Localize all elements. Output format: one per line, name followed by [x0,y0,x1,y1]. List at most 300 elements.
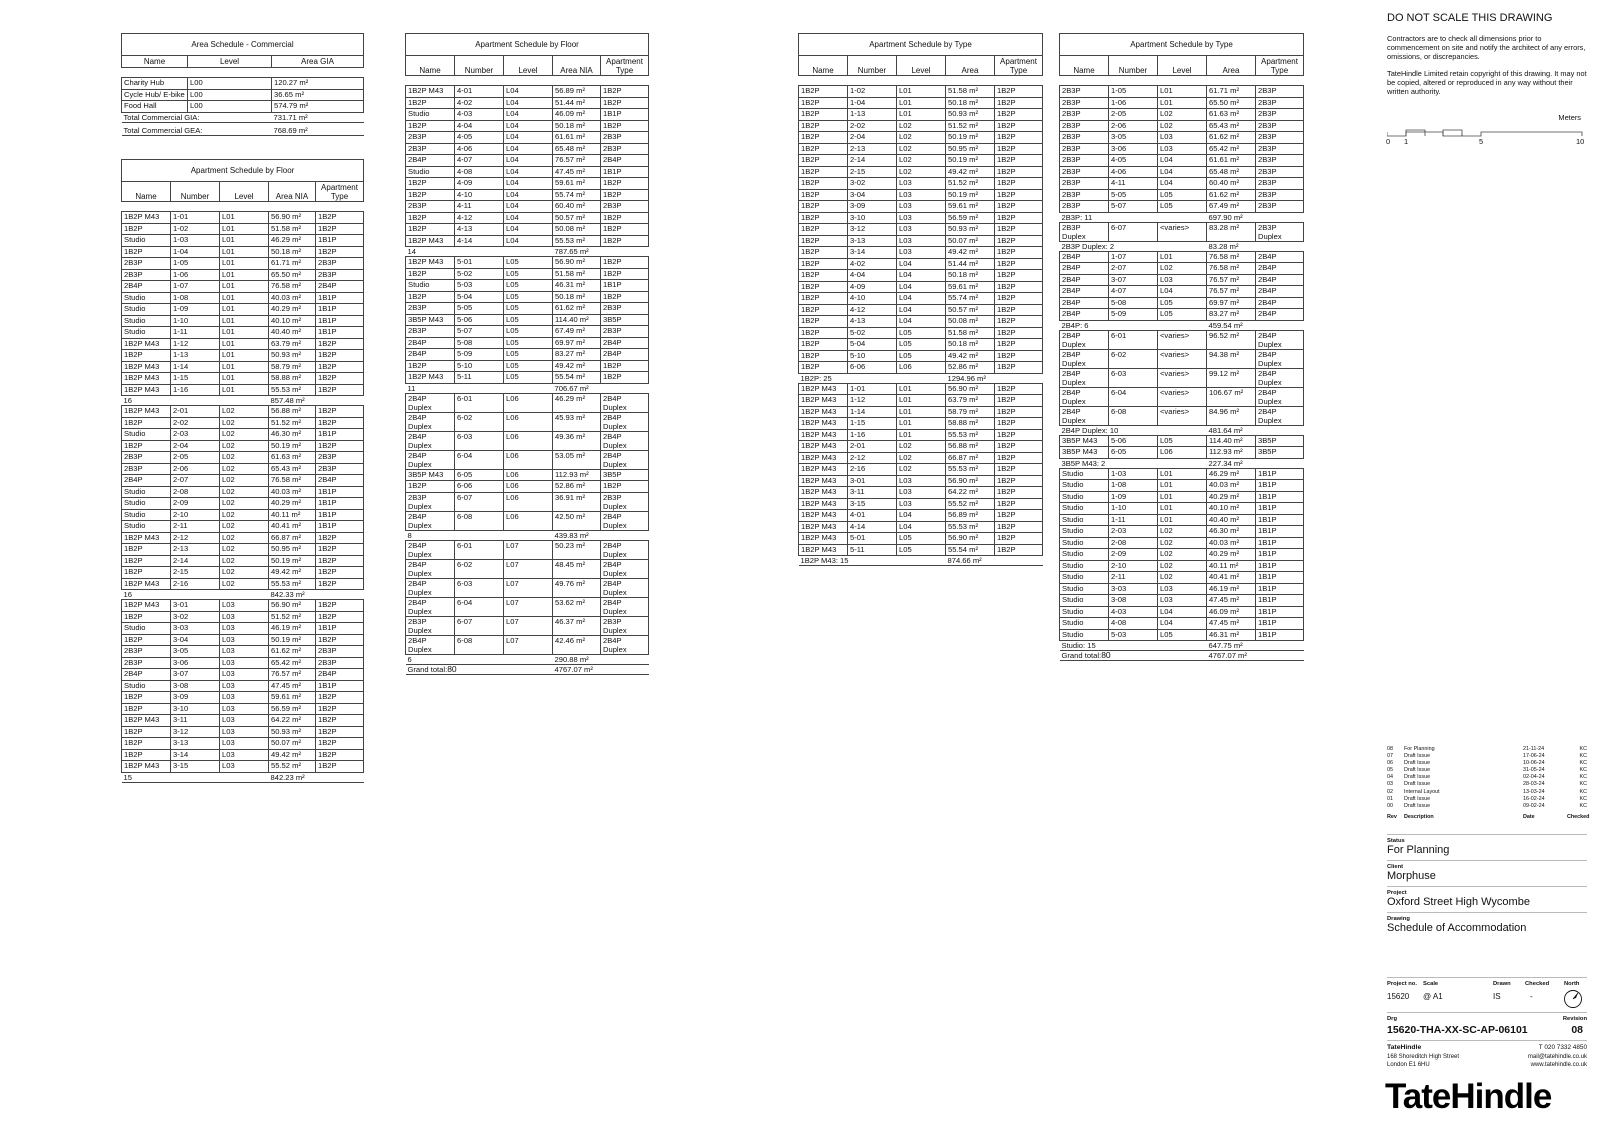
table-cell: 50.07 m² [269,738,316,750]
project-number-label: Project no. [1387,981,1417,987]
table-cell: 1B2P [601,268,649,280]
table-cell: 1B1P [1256,629,1304,641]
table-cell: 4-10 [848,293,897,305]
table-cell: 5-04 [455,291,504,303]
table-row [406,559,649,578]
table-cell: 1B2P [995,212,1043,224]
table-cell: L01 [1158,468,1207,480]
table-row [1060,572,1304,584]
type-rows [799,76,1043,566]
table-cell: 1B2P M43 [799,498,848,510]
table-cell: L01 [1158,480,1207,492]
table-cell: 4-10 [455,189,504,201]
table-cell: L01 [897,418,946,430]
table-cell: 58.79 m² [269,361,316,373]
table-cell: 50.93 m² [946,224,995,236]
table-cell: 5-05 [455,303,504,315]
table-cell: Studio [1060,629,1109,641]
table-cell: 65.50 m² [1207,97,1256,109]
table-cell: 1B2P [601,120,649,132]
table-cell: 51.52 m² [269,417,316,429]
table-cell: 1B2P [122,703,171,715]
table-row [406,280,649,292]
table-cell: 83.27 m² [553,349,601,361]
table-cell: 1B2P [122,634,171,646]
table-cell: 1B2P M43 [799,464,848,476]
table-cell: 1B2P [995,166,1043,178]
table-row [406,597,649,616]
table-cell: 2-12 [848,452,897,464]
table-cell: L04 [504,97,553,109]
table-cell: Studio [1060,514,1109,526]
table-cell: Studio [122,521,171,533]
table-cell: 61.61 m² [553,132,601,144]
table-row [799,86,1043,98]
table-row [799,383,1043,395]
table-cell: 1B2P [406,268,455,280]
table-cell: Studio [122,509,171,521]
group-total-row [799,373,1043,383]
table-cell: 2-09 [1109,549,1158,561]
table-cell: 40.10 m² [269,315,316,327]
table-cell: L04 [897,258,946,270]
table-row [406,511,649,530]
table-cell: 2B4P [1060,286,1109,298]
table-cell: 56.59 m² [946,212,995,224]
table-cell: L01 [1158,491,1207,503]
table-cell: 1-09 [1109,491,1158,503]
table-cell: 61.62 m² [269,646,316,658]
table-cell: 40.03 m² [269,292,316,304]
table-row [1060,435,1304,447]
table-cell: L05 [1158,297,1207,309]
group-label: Studio: 15 [1060,641,1207,651]
table-cell: 1B2P M43 [122,361,171,373]
table-cell: 40.41 m² [269,521,316,533]
table-cell: 3-14 [171,749,220,761]
revision-row [1387,760,1587,767]
table-cell: 1B2P [995,201,1043,213]
table-row [1060,251,1304,263]
table-cell: 2-16 [848,464,897,476]
table-cell: 2B3P [122,258,171,270]
table-cell: 6-01 [455,393,504,412]
table-cell: 1B2P [799,143,848,155]
table-cell: <varies> [1158,349,1207,368]
table-cell: 61.63 m² [269,452,316,464]
table-cell: 1B2P [799,258,848,270]
table-cell: L06 [504,469,553,481]
table-row [1060,368,1304,387]
table-cell: 2B4P [122,475,171,487]
table-cell: L01 [220,327,269,339]
table-cell: 2-15 [171,567,220,579]
table-cell: 65.48 m² [1207,166,1256,178]
table-cell: L03 [220,657,269,669]
table-row [122,486,364,498]
table-cell: L02 [897,155,946,167]
table-row [799,406,1043,418]
table-cell: L02 [897,120,946,132]
drawing-value: Schedule of Accommodation [1387,922,1527,934]
tatehindle-logo: TateHindle [1385,1077,1552,1116]
table-row [799,487,1043,499]
table-cell: 63.79 m² [946,395,995,407]
group-total-row [406,654,649,664]
revision-row [1387,767,1587,774]
table-cell: 61.63 m² [1207,109,1256,121]
table-cell: L07 [504,559,553,578]
table-cell: L05 [1158,201,1207,213]
table-cell: 6-01 [455,540,504,559]
table-cell: 56.88 m² [269,406,316,418]
table-cell: 1-09 [171,304,220,316]
table-cell: 1B2P M43 [799,544,848,556]
table-cell: 4-01 [848,510,897,522]
table-cell: 1B2P [316,440,364,452]
table-cell: 2B3P [1256,109,1304,121]
table-cell: 2B4P [601,155,649,167]
table-cell: L02 [220,463,269,475]
group-total: 706.67 m² [553,383,649,393]
table-cell: 1B2P M43 [122,406,171,418]
table-cell: Cycle Hub/ E-bike [122,89,188,101]
table-cell: 50.18 m² [269,246,316,258]
table-cell: 40.29 m² [269,498,316,510]
do-not-scale-title: DO NOT SCALE THIS DRAWING [1387,12,1553,24]
status-value: For Planning [1387,844,1450,856]
table-cell: 40.29 m² [269,304,316,316]
table-cell: 112.93 m² [1207,447,1256,459]
table-row [406,143,649,155]
table-cell: 1B2P [601,224,649,236]
column-header: Number [171,182,220,202]
table-cell: 61.61 m² [1207,155,1256,167]
table-cell: 1B1P [316,623,364,635]
table-row [799,235,1043,247]
revision-checked: KC [1579,781,1587,788]
table-cell: 76.58 m² [269,475,316,487]
table-cell: 1B2P [799,247,848,259]
table-row [122,657,364,669]
table-cell: L03 [220,715,269,727]
table-cell: 1B2P [122,611,171,623]
table-cell: 2B4P Duplex [406,511,455,530]
grand-total-row [406,664,649,674]
revision-label: Revision [1562,1016,1587,1022]
table-cell: 4-13 [848,316,897,328]
table-cell: 55.53 m² [269,578,316,590]
table-cell: 1B1P [1256,537,1304,549]
revision-number: 05 [1387,767,1393,774]
revision-row [1387,789,1587,796]
revision-rows [1387,746,1587,810]
table-cell: 1B2P [316,350,364,362]
table-row [1060,97,1304,109]
revision-number: 00 [1387,802,1393,809]
table-cell: L04 [504,143,553,155]
table-row [799,258,1043,270]
table-cell: 4-03 [455,109,504,121]
table-cell: 2B3P [1256,97,1304,109]
table-cell: 48.45 m² [553,559,601,578]
table-cell: 6-07 [455,616,504,635]
table-cell: L03 [1158,274,1207,286]
table-cell: 2B4P Duplex [601,511,649,530]
table-cell: 49.42 m² [946,247,995,259]
table-cell: 3-08 [171,680,220,692]
table-row [122,680,364,692]
table-row [122,463,364,475]
table-row [406,235,649,247]
table-cell: L04 [504,178,553,190]
table-cell: 4-07 [455,155,504,167]
table-cell: 1B2P [316,692,364,704]
grand-total: 4767.07 m² [1207,651,1304,661]
table-cell: Studio [122,429,171,441]
table-cell: L01 [220,281,269,293]
table-cell: 2B4P Duplex [1060,330,1109,349]
table-row [406,86,649,98]
table-cell: L03 [897,224,946,236]
table-cell: Studio [1060,560,1109,572]
table-cell: L05 [1158,435,1207,447]
table-cell: 1B2P [799,201,848,213]
table-cell: 2B3P [1256,178,1304,190]
table-cell: 1B2P [316,703,364,715]
table-cell: L03 [220,726,269,738]
table-cell: 2B4P [1256,274,1304,286]
group-total: 697.90 m² [1207,212,1304,222]
table-cell: 1B1P [1256,480,1304,492]
table-row [1060,120,1304,132]
table-row [122,646,364,658]
table-cell: 4-14 [455,235,504,247]
table-cell: L04 [504,166,553,178]
table-cell: L01 [220,246,269,258]
table-cell: 55.53 m² [946,464,995,476]
group-count: 11 [406,383,553,393]
table-cell: L03 [220,703,269,715]
table-row [1060,618,1304,630]
table-cell: L03 [1158,595,1207,607]
table-cell: 112.93 m² [553,469,601,481]
table-cell: L05 [504,280,553,292]
table-cell: 1B1P [1256,606,1304,618]
table-cell: L05 [897,533,946,545]
grand-total-label-cell [1060,651,1207,661]
table-cell: 4-04 [455,120,504,132]
table-row [799,155,1043,167]
table-row [799,201,1043,213]
group-label: 1B2P: 25 [799,373,946,383]
table-cell: 2B3P [1256,189,1304,201]
table-cell: L03 [220,646,269,658]
table-row [122,567,364,579]
table-cell: 2B3P [1060,155,1109,167]
table-cell: 2-02 [171,417,220,429]
table-cell: 67.49 m² [553,326,601,338]
table-cell: L04 [897,281,946,293]
table-cell: 1B2P [316,726,364,738]
table-cell: 2-01 [848,441,897,453]
column-header: Area [1207,56,1256,76]
table-cell: 1B2P M43 [799,475,848,487]
table-cell: L01 [220,258,269,270]
table-row [406,291,649,303]
revision-date: 17-06-24 [1523,753,1545,760]
table-cell: Studio [1060,583,1109,595]
drawing-notes [1387,12,1587,96]
table-row [122,417,364,429]
table-cell: 2B3P Duplex [406,492,455,511]
column-header: Name [799,56,848,76]
table-cell: Studio [122,292,171,304]
table-row [406,360,649,372]
table-cell: 1B2P [122,417,171,429]
table-cell: Studio [406,109,455,121]
table-cell: 1B1P [1256,526,1304,538]
table-cell: 56.90 m² [946,533,995,545]
table-row [799,304,1043,316]
table-cell: 2-11 [171,521,220,533]
table-cell: L05 [504,326,553,338]
table-cell: 1-10 [1109,503,1158,515]
table-cell: L04 [504,224,553,236]
table-cell: 1B1P [316,292,364,304]
group-total-row [406,530,649,540]
table-cell: 2-09 [171,498,220,510]
table-cell: 61.62 m² [553,303,601,315]
table-row [799,224,1043,236]
table-cell: 51.58 m² [946,327,995,339]
table-row [1060,201,1304,213]
table-cell: 76.57 m² [1207,274,1256,286]
table-cell: 46.29 m² [553,393,601,412]
table-cell: Studio [1060,468,1109,480]
table-cell: L03 [897,212,946,224]
revision-description: Draft Issue [1404,795,1431,802]
table-cell: 50.08 m² [946,316,995,328]
table-cell: 1B2P [995,395,1043,407]
table-cell: 56.90 m² [553,257,601,269]
table-cell: 3-04 [848,189,897,201]
revision-checked: KC [1579,753,1587,760]
table-cell: 1B2P [601,257,649,269]
table-cell: 2B3P [1060,120,1109,132]
revision-date: 09-02-24 [1523,802,1545,809]
table-cell: 49.42 m² [269,567,316,579]
table-cell: 50.19 m² [946,155,995,167]
table-cell: 5-09 [455,349,504,361]
table-cell: 1-08 [1109,480,1158,492]
column-header: Apartment Type [601,56,649,76]
table-cell: 2B4P [122,669,171,681]
table-row [406,337,649,349]
group-total: 842.23 m² [269,772,364,782]
table-cell: 2B4P [1256,263,1304,275]
revision-checked: KC [1579,788,1587,795]
table-cell: L03 [220,738,269,750]
table-cell: 51.44 m² [946,258,995,270]
table-cell: Studio [1060,526,1109,538]
table-cell: 2B4P [316,669,364,681]
table-cell: L01 [897,429,946,441]
table-cell: 1B2P [316,246,364,258]
table-cell: 1-04 [171,246,220,258]
table-cell: Studio [1060,537,1109,549]
table-cell: L02 [897,464,946,476]
table-cell: L05 [1158,189,1207,201]
table-cell: 2B4P [1060,309,1109,321]
table-cell: 3-01 [848,475,897,487]
table-row [799,293,1043,305]
table-cell: 55.74 m² [553,189,601,201]
revision-date: 02-04-24 [1523,774,1545,781]
table-cell: 1B2P [406,291,455,303]
table-cell: 2B4P [1256,309,1304,321]
table-cell: 6-08 [455,511,504,530]
table-cell: 1B1P [1256,503,1304,515]
table-cell: Studio [1060,549,1109,561]
client-value: Morphuse [1387,870,1436,882]
table-cell: 2-03 [171,429,220,441]
table-cell: 1B2P [601,235,649,247]
table-row [799,166,1043,178]
table-cell: 3-13 [171,738,220,750]
table-cell: 4-02 [455,97,504,109]
table-cell: 65.48 m² [553,143,601,155]
table-row [122,692,364,704]
table-cell: 40.40 m² [269,327,316,339]
table-cell: 4-06 [455,143,504,155]
table-cell: 3-06 [1109,143,1158,155]
table-cell: 1-14 [848,406,897,418]
table-cell: 56.89 m² [553,86,601,98]
table-cell: Studio [1060,595,1109,607]
table-cell: L05 [897,544,946,556]
table-cell: 58.88 m² [946,418,995,430]
table-cell: 3B5P [1256,447,1304,459]
table-cell: 51.52 m² [946,120,995,132]
table-cell: 2B4P Duplex [406,431,455,450]
group-label: 1B2P M43: 15 [799,556,946,566]
drawing-label: Drawing [1387,916,1410,922]
table-row [1060,503,1304,515]
apartment-schedule-by-type-part-1 [798,33,1043,566]
table-cell: 1B2P [316,600,364,612]
table-cell: 6-02 [455,559,504,578]
table-cell: 46.29 m² [1207,468,1256,480]
table-cell: 40.10 m² [1207,503,1256,515]
table-cell: 1-12 [171,338,220,350]
column-header: Area GIA [272,56,364,68]
table-cell: 6-01 [1109,330,1158,349]
revision-header-row [1387,813,1590,821]
table-cell: 3B5P M43 [406,314,455,326]
revision-checked: KC [1579,746,1587,752]
column-header: Area [946,56,995,76]
table-cell: 66.87 m² [946,452,995,464]
table-cell: 40.41 m² [1207,572,1256,584]
table-cell: 2B4P Duplex [601,540,649,559]
revision-description: For Planning [1404,746,1435,752]
table-cell: 56.90 m² [946,475,995,487]
table-cell: L04 [1158,155,1207,167]
group-total-row [122,772,364,782]
table-cell: 53.05 m² [553,450,601,469]
table-cell: 1B2P [122,246,171,258]
